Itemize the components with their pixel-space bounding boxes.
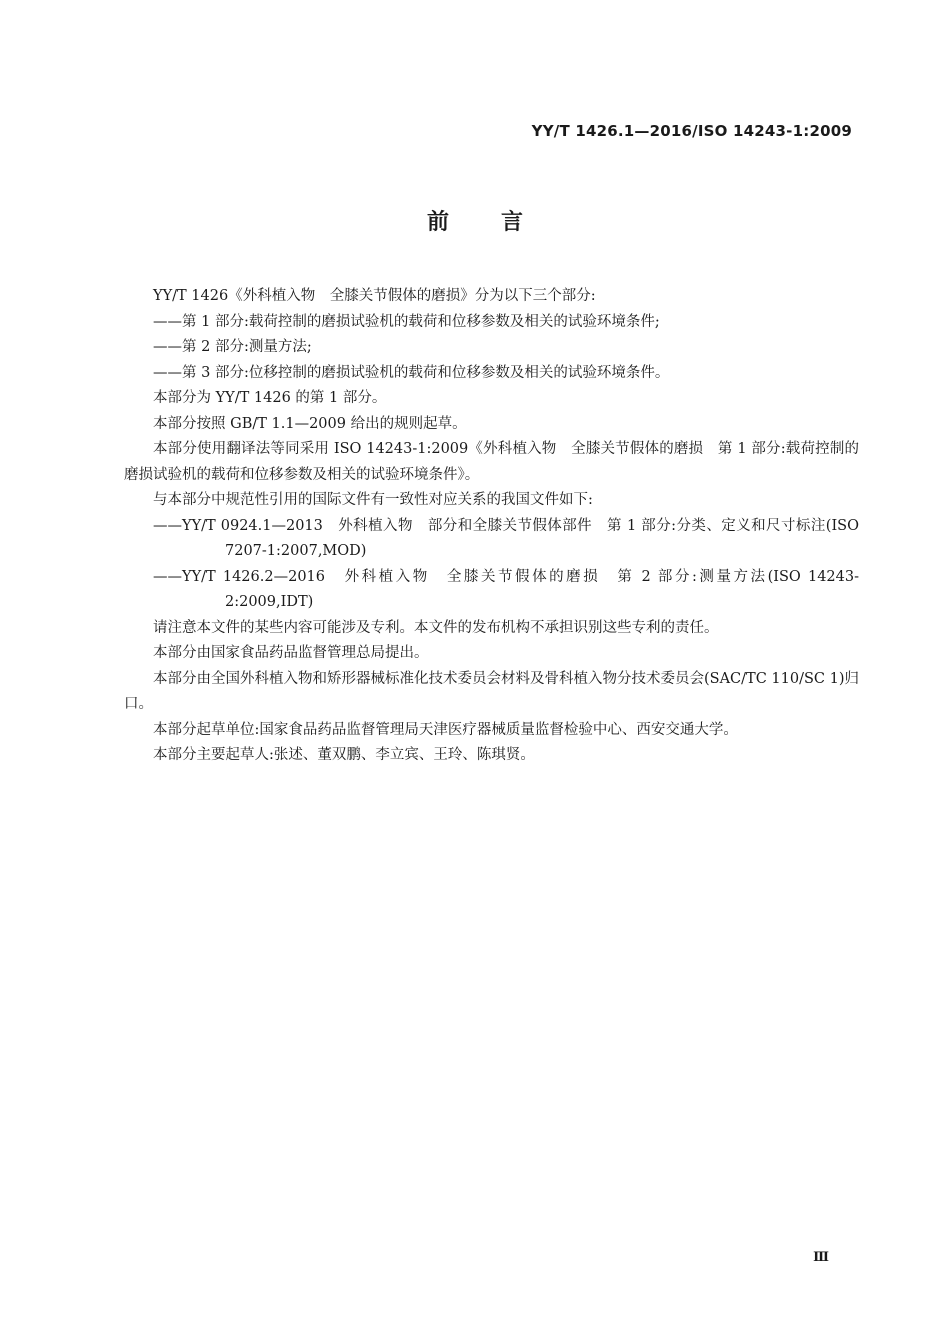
list-item-part-3: ——第 3 部分:位移控制的磨损试验机的载荷和位移参数及相关的试验环境条件。 [153,364,670,381]
paragraph-drafting-rules: 本部分按照 GB/T 1.1—2009 给出的规则起草。 [153,415,467,432]
paragraph-proposer: 本部分由国家食品药品监督管理总局提出。 [153,645,429,661]
paragraph-drafting-units: 本部分起草单位:国家食品药品监督管理局天津医疗器械质量监督检验中心、西安交通大学。 [153,721,738,738]
paragraph-intro: YY/T 1426《外科植入物 全膝关节假体的磨损》分为以下三个部分: [153,288,596,304]
page-number: Ⅲ [813,1250,829,1265]
standard-code: YY/T 1426.1—2016/ISO 14243-1:2009 [531,122,852,140]
paragraph-patent-notice: 请注意本文件的某些内容可能涉及专利。本文件的发布机构不承担识别这些专利的责任。 [153,619,719,636]
paragraph-drafters: 本部分主要起草人:张述、董双鹏、李立宾、王玲、陈琪贤。 [153,747,535,763]
foreword-body [124,284,859,769]
paragraph-adoption: 本部分使用翻译法等同采用 ISO 14243-1:2009《外科植入物 全膝关节假体的磨损 第 1 部分:载荷控制的磨损试验机的载荷和位移参数及相关的试验环境条件》。 [124,441,859,483]
reference-item-2: ——YY/T 1426.2—2016 外科植入物 全膝关节假体的磨损 第 2 部分:测量方法(ISO 14243-2:2009,IDT) [153,568,859,610]
paragraph-correspondence: 与本部分中规范性引用的国际文件有一致性对应关系的我国文件如下: [153,492,593,508]
paragraph-part-statement: 本部分为 YY/T 1426 的第 1 部分。 [153,390,387,406]
list-item-part-1: ——第 1 部分:载荷控制的磨损试验机的载荷和位移参数及相关的试验环境条件; [153,313,660,330]
list-item-part-2: ——第 2 部分:测量方法; [153,339,312,355]
reference-item-1: ——YY/T 0924.1—2013 外科植入物 部分和全膝关节假体部件 第 1 部分:分类、定义和尺寸标注(ISO 7207-1:2007,MOD) [153,517,859,559]
paragraph-committee: 本部分由全国外科植入物和矫形器械标准化技术委员会材料及骨科植入物分技术委员会(SAC/TC 110/SC 1)归口。 [124,670,859,712]
page-title: 前言 [426,210,575,235]
